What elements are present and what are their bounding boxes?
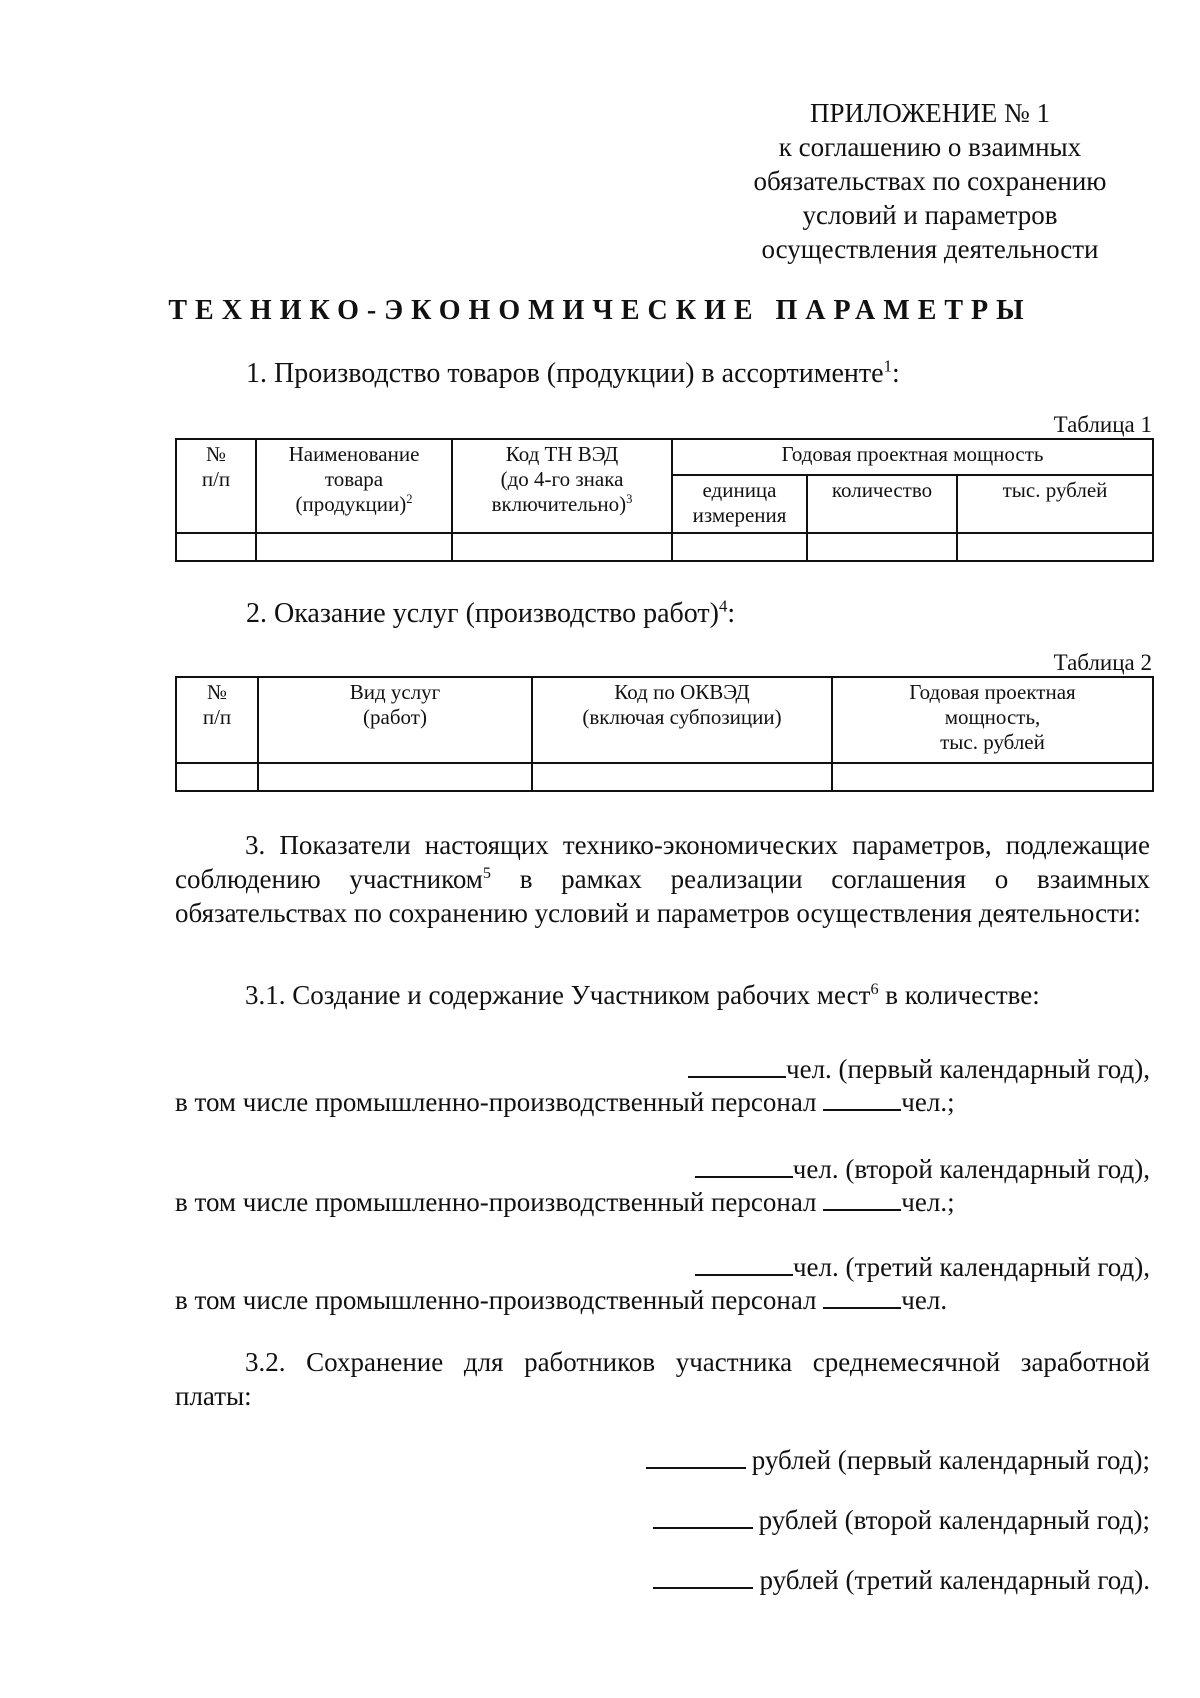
header-text: № bbox=[205, 442, 227, 466]
table1-header-capacity: Годовая проектная мощность bbox=[672, 439, 1153, 475]
header-text: (работ) bbox=[363, 705, 427, 729]
table-cell bbox=[176, 533, 256, 561]
header-text: п/п bbox=[202, 705, 232, 729]
header-text-part: включительно) bbox=[491, 492, 627, 516]
footnote-mark: 1 bbox=[883, 356, 892, 376]
table-cell bbox=[672, 533, 807, 561]
subsection-text: в количестве: bbox=[878, 980, 1040, 1010]
header-text: мощность, bbox=[944, 705, 1041, 729]
header-text: Наименование bbox=[288, 442, 420, 466]
table1-header-code bbox=[452, 439, 672, 533]
heading-colon: : bbox=[891, 358, 900, 389]
blank-field bbox=[823, 1283, 901, 1309]
header-text: № bbox=[206, 680, 228, 704]
header-text: Годовая проектная bbox=[909, 680, 1076, 704]
blank-field bbox=[653, 1563, 753, 1589]
blank-field bbox=[653, 1503, 753, 1529]
line-text: рублей (первый календарный год); bbox=[751, 1445, 1150, 1475]
appendix-line: к соглашению о взаимных bbox=[778, 132, 1082, 162]
table-cell bbox=[807, 533, 957, 561]
line-text: рублей (второй календарный год); bbox=[758, 1505, 1150, 1535]
blank-field bbox=[823, 1085, 901, 1111]
table1-caption: Таблица 1 bbox=[1053, 412, 1152, 437]
table-cell bbox=[256, 533, 452, 561]
footnote-mark: 6 bbox=[870, 980, 879, 998]
staff-year3 bbox=[175, 1283, 947, 1316]
paragraph-text: в рамках реализации соглашения о взаимных обязательствах по сохранению условий и параметров осуществления деятельности: bbox=[175, 864, 1150, 928]
jobs-year3 bbox=[695, 1250, 1150, 1283]
line-text: рублей (третий календарный год). bbox=[759, 1565, 1150, 1595]
line-text: чел.; bbox=[901, 1087, 955, 1117]
table1-subheader-qty: количество bbox=[807, 475, 957, 533]
blank-field bbox=[688, 1052, 786, 1078]
jobs-year2 bbox=[695, 1152, 1150, 1185]
section1-heading-text: 1. Производство товаров (продукции) в ассортименте bbox=[246, 358, 884, 389]
blank-field bbox=[823, 1185, 901, 1211]
line-text: чел. (третий календарный год), bbox=[792, 1252, 1150, 1282]
footnote-mark: 3 bbox=[626, 492, 633, 506]
appendix-line: условий и параметров bbox=[802, 200, 1058, 230]
paragraph-text: 3. Показатели настоящих технико-экономических параметров, подлежащие соблюдению участником bbox=[175, 830, 1150, 894]
appendix-line: обязательствах по сохранению bbox=[753, 166, 1107, 196]
line-text: чел.; bbox=[901, 1187, 955, 1217]
header-text: товара bbox=[324, 467, 384, 491]
line-text: чел. bbox=[901, 1285, 948, 1315]
line-text: в том числе промышленно-производственный персонал bbox=[175, 1087, 817, 1117]
table-cell bbox=[176, 763, 258, 791]
table2 bbox=[175, 676, 1154, 792]
header-text bbox=[261, 492, 447, 517]
header-text: единица bbox=[702, 478, 777, 502]
table-row bbox=[176, 533, 1153, 561]
table-row bbox=[176, 763, 1153, 791]
header-text: тыс. рублей bbox=[940, 730, 1045, 754]
table-cell bbox=[452, 533, 672, 561]
table2-caption: Таблица 2 bbox=[1053, 650, 1152, 675]
appendix-line: осуществления деятельности bbox=[761, 234, 1099, 264]
appendix-header bbox=[720, 96, 1140, 266]
line-text: в том числе промышленно-производственный персонал bbox=[175, 1285, 817, 1315]
subsection-text: 3.1. Создание и содержание Участником рабочих мест bbox=[245, 980, 871, 1010]
table2-header-num bbox=[176, 677, 258, 763]
line-text: чел. (первый календарный год), bbox=[786, 1054, 1150, 1084]
table2-header-type bbox=[258, 677, 532, 763]
table-cell bbox=[832, 763, 1153, 791]
footnote-mark: 2 bbox=[406, 492, 413, 506]
heading-colon: : bbox=[727, 598, 736, 629]
blank-field bbox=[695, 1152, 793, 1178]
header-text: измерения bbox=[692, 503, 787, 527]
salary-year1 bbox=[646, 1443, 1150, 1476]
header-text: (до 4-го знака bbox=[500, 467, 624, 491]
table-cell bbox=[532, 763, 832, 791]
document-title: ТЕХНИКО-ЭКОНОМИЧЕСКИЕ ПАРАМЕТРЫ bbox=[168, 295, 1032, 326]
table1-header-num bbox=[176, 439, 256, 533]
footnote-mark: 4 bbox=[718, 596, 728, 616]
jobs-year1 bbox=[688, 1052, 1150, 1085]
header-text: (включая субпозиции) bbox=[582, 705, 782, 729]
section3-paragraph bbox=[175, 828, 1150, 930]
line-text: в том числе промышленно-производственный персонал bbox=[175, 1187, 817, 1217]
table1-subheader-rub: тыс. рублей bbox=[957, 475, 1153, 533]
staff-year1 bbox=[175, 1085, 955, 1118]
section2-heading-text: 2. Оказание услуг (производство работ) bbox=[246, 598, 719, 629]
staff-year2 bbox=[175, 1185, 955, 1218]
header-text bbox=[457, 492, 667, 517]
blank-field bbox=[646, 1443, 746, 1469]
table1-header-name bbox=[256, 439, 452, 533]
table2-header-code bbox=[532, 677, 832, 763]
subsection-3-1 bbox=[245, 980, 1040, 1011]
header-text: Код ТН ВЭД bbox=[505, 442, 619, 466]
footnote-mark: 5 bbox=[482, 864, 491, 882]
table2-header-capacity bbox=[832, 677, 1153, 763]
table1 bbox=[175, 438, 1154, 562]
blank-field bbox=[695, 1250, 793, 1276]
header-text: п/п bbox=[201, 467, 231, 491]
header-text: Код по ОКВЭД bbox=[614, 680, 750, 704]
table-cell bbox=[258, 763, 532, 791]
subsection-3-2: 3.2. Сохранение для работников участника среднемесячной заработной платы: bbox=[175, 1347, 1150, 1411]
header-text-part: (продукции) bbox=[295, 492, 407, 516]
section2-heading bbox=[246, 598, 735, 630]
table-cell bbox=[957, 533, 1153, 561]
line-text: чел. (второй календарный год), bbox=[792, 1154, 1150, 1184]
appendix-line: ПРИЛОЖЕНИЕ № 1 bbox=[809, 98, 1051, 128]
salary-year3 bbox=[653, 1563, 1150, 1596]
salary-year2 bbox=[653, 1503, 1150, 1536]
header-text: Вид услуг bbox=[349, 680, 441, 704]
table1-subheader-unit bbox=[672, 475, 807, 533]
section1-heading bbox=[246, 358, 900, 390]
